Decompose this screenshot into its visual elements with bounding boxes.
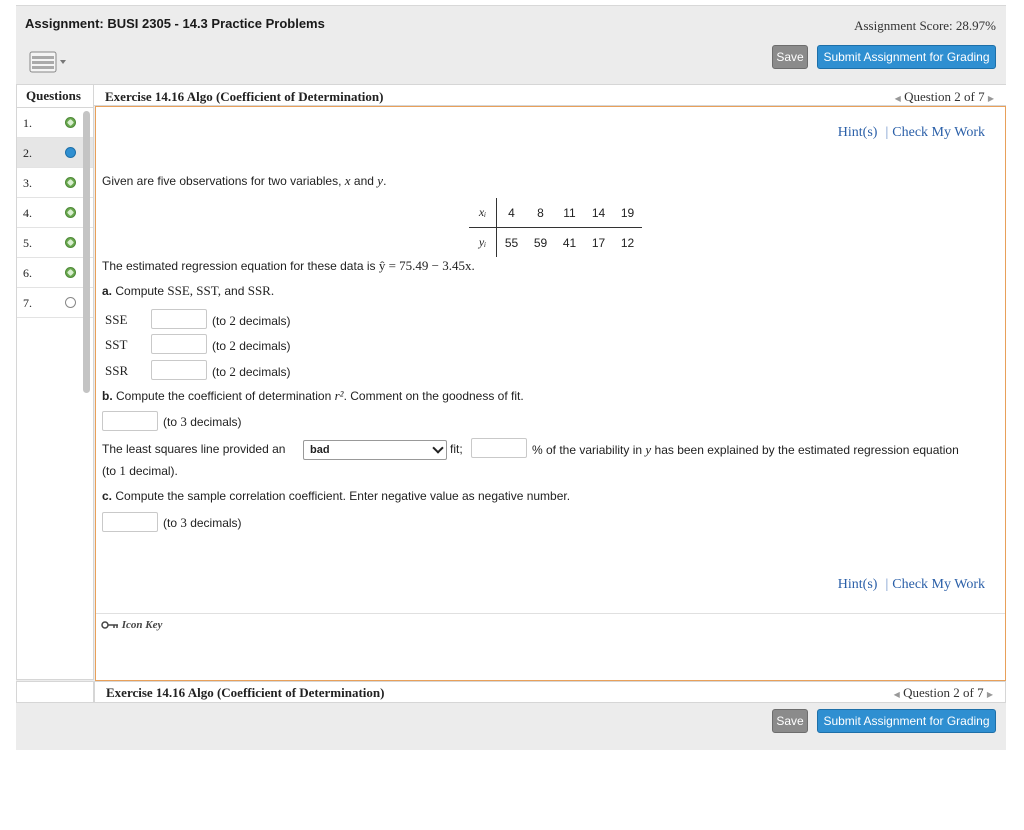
- question-status-done-icon: [65, 267, 76, 278]
- question-item[interactable]: [17, 258, 93, 288]
- y-value: 55: [504, 235, 519, 250]
- variability-percent-input[interactable]: [471, 438, 527, 458]
- key-icon: [101, 620, 119, 630]
- question-number: 6.: [23, 266, 32, 280]
- fit-text-mid: fit;: [450, 442, 463, 456]
- regression-text: The estimated regression equation for these data is ŷ = 75.49 − 3.45x.: [102, 258, 475, 273]
- hint-link[interactable]: Hint(s): [837, 125, 878, 140]
- x-value: 8: [526, 198, 555, 228]
- observations-table: [469, 198, 642, 257]
- hint-link[interactable]: Hint(s): [837, 577, 878, 592]
- question-status-empty-icon: [65, 297, 76, 308]
- hints-bottom: Hint(s) | Check My Work: [837, 577, 985, 592]
- x-value: 11: [555, 198, 584, 228]
- part-c-prompt: c. Compute the sample correlation coefficient. Enter negative value as negative number.: [102, 489, 571, 503]
- y-value: 41: [562, 235, 577, 250]
- question-nav-footer[interactable]: [894, 685, 993, 701]
- regression-equation: ŷ = 75.49 − 3.45x.: [378, 258, 475, 273]
- exercise-footer: [94, 681, 1006, 703]
- ssr-input[interactable]: [151, 360, 207, 380]
- icon-key[interactable]: Icon Key: [101, 619, 162, 631]
- sst-note: (to 2 decimals): [212, 338, 291, 353]
- question-number: 3.: [23, 176, 32, 190]
- keyboard-icon[interactable]: [28, 50, 68, 74]
- r-squared-note: (to 3 decimals): [163, 414, 242, 429]
- question-item[interactable]: [17, 288, 93, 318]
- question-item[interactable]: [17, 168, 93, 198]
- x-label: xᵢ: [469, 198, 497, 228]
- question-number: 4.: [23, 206, 32, 220]
- prev-question-icon[interactable]: ◀: [893, 689, 900, 699]
- question-nav-label: Question 2 of 7: [903, 685, 984, 700]
- exercise-panel: [95, 106, 1006, 681]
- question-status-done-icon: [65, 237, 76, 248]
- y-value: 17: [591, 235, 606, 250]
- question-status-done-icon: [65, 207, 76, 218]
- sse-input[interactable]: [151, 309, 207, 329]
- y-value: 59: [533, 235, 548, 250]
- exercise-title-footer: Exercise 14.16 Algo (Coefficient of Determination): [106, 685, 385, 700]
- x-value: 19: [613, 198, 642, 228]
- correlation-input[interactable]: [102, 512, 158, 532]
- intro-text: Given are five observations for two variables, x and y.: [102, 173, 387, 188]
- sst-label: SST: [105, 337, 128, 352]
- sse-note: (to 2 decimals): [212, 313, 291, 328]
- question-item[interactable]: [17, 198, 93, 228]
- r-squared-input[interactable]: [102, 411, 158, 431]
- part-a-prompt: a. Compute SSE, SST, and SSR.: [102, 283, 275, 298]
- assignment-title: Assignment: BUSI 2305 - 14.3 Practice Problems: [25, 16, 325, 31]
- question-status-current-icon: [65, 147, 76, 158]
- questions-scrollbar[interactable]: [83, 111, 90, 393]
- prev-question-icon[interactable]: ◀: [894, 93, 901, 103]
- question-nav-label: Question 2 of 7: [904, 89, 985, 104]
- check-my-work-link[interactable]: Check My Work: [892, 577, 985, 592]
- next-question-icon[interactable]: ▶: [987, 93, 994, 103]
- submit-button[interactable]: Submit Assignment for Grading: [817, 45, 996, 69]
- bottom-questions-spacer: [16, 681, 94, 703]
- questions-heading: Questions: [17, 85, 93, 108]
- next-question-icon[interactable]: ▶: [986, 689, 993, 699]
- x-value: 14: [584, 198, 613, 228]
- part-b-prompt: b. Compute the coefficient of determination r². Comment on the goodness of fit.: [102, 388, 524, 403]
- fit-quality-value: bad: [310, 444, 330, 456]
- question-number: 7.: [23, 296, 32, 310]
- chevron-down-icon: [432, 442, 443, 453]
- submit-button-bottom[interactable]: Submit Assignment for Grading: [817, 709, 996, 733]
- question-item[interactable]: [17, 228, 93, 258]
- save-button[interactable]: Save: [772, 45, 808, 69]
- question-number: 2.: [23, 146, 32, 160]
- check-my-work-link[interactable]: Check My Work: [892, 125, 985, 140]
- question-status-done-icon: [65, 177, 76, 188]
- x-value: 4: [497, 198, 527, 228]
- ssr-note: (to 2 decimals): [212, 364, 291, 379]
- question-number: 5.: [23, 236, 32, 250]
- exercise-header: [94, 84, 1006, 106]
- exercise-title: Exercise 14.16 Algo (Coefficient of Determination): [105, 89, 384, 104]
- hints-top: Hint(s) | Check My Work: [837, 125, 985, 140]
- y-label: yᵢ: [469, 228, 497, 258]
- assignment-score: Assignment Score: 28.97%: [854, 18, 996, 33]
- fit-quality-select[interactable]: [303, 440, 447, 460]
- sst-input[interactable]: [151, 334, 207, 354]
- save-button-bottom[interactable]: Save: [772, 709, 808, 733]
- variability-note: (to 1 decimal).: [102, 463, 178, 478]
- question-item[interactable]: [17, 138, 93, 168]
- y-value: 12: [620, 235, 635, 250]
- ssr-label: SSR: [105, 363, 129, 378]
- sse-label: SSE: [105, 312, 128, 327]
- correlation-note: (to 3 decimals): [163, 515, 242, 530]
- question-nav[interactable]: [895, 89, 994, 105]
- divider: [96, 613, 1005, 614]
- question-number: 1.: [23, 116, 32, 130]
- question-item[interactable]: [17, 108, 93, 138]
- question-status-done-icon: [65, 117, 76, 128]
- fit-text-start: The least squares line provided an: [102, 442, 286, 456]
- fit-text-end: % of the variability in y has been explained by the estimated regression equation: [532, 442, 959, 457]
